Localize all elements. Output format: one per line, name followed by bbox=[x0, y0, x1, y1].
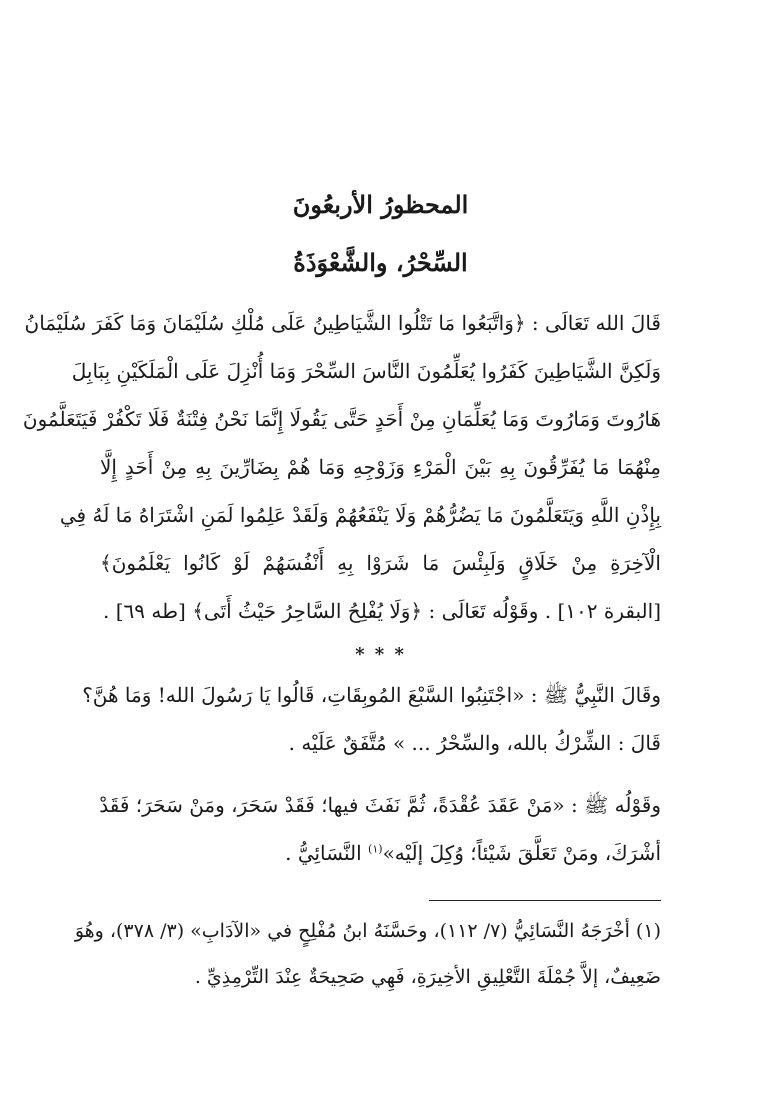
quran-line-7: [البقرة ١٠٢] . وقَوْلُه تَعَالَى : ﴿وَلَا يُفْلِحُ السَّاحِرُ حَيْثُ أَتَى﴾ [طه ٦٩] . bbox=[103, 599, 661, 623]
quran-line-2: وَلَكِنَّ الشَّيَاطِينَ كَفَرُوا يُعَلِّمُونَ النَّاسَ السِّحْرَ وَمَا أُنْزِلَ عَلَى الْمَلَكَيْنِ بِبَابِلَ bbox=[71, 359, 661, 383]
hadith-line-1: وقَالَ النَّبِيُّ ﷺ : «اجْتَنِبُوا السَّبْعَ المُوبِقَاتِ، قَالُوا يَا رَسُولَ الله! وَمَا هُنَّ؟ bbox=[82, 683, 661, 707]
quran-line-5: بِإِذْنِ اللَّهِ وَيَتَعَلَّمُونَ مَا يَضُرُّهُمْ وَلَا يَنْفَعُهُمْ وَلَقَدْ عَلِمُوا لَمَنِ اشْتَرَاهُ مَا لَهُ فِي bbox=[59, 503, 661, 527]
quran-line-6: الْآخِرَةِ مِنْ خَلَاقٍ وَلَبِئْسَ مَا شَرَوْا بِهِ أَنْفُسَهُمْ لَوْ كَانُوا يَعْلَمُونَ﴾ bbox=[100, 551, 661, 575]
chapter-subtitle: السِّحْرُ، والشَّعْوَذَةُ bbox=[293, 248, 468, 277]
chapter-title: المحظورُ الأربعُونَ bbox=[292, 190, 469, 219]
hadith-line-2: قَالَ : الشِّرْكُ بالله، والسِّحْرُ ... » مُتَّفَقٌ عَلَيْه . bbox=[288, 731, 661, 755]
hadith2-line-1: وقَوْلُه ﷺ : «مَنْ عَقَدَ عُقْدَةً، ثُمَّ نَفَثَ فيها؛ فَقَدْ سَحَرَ، ومَنْ سَحَرَ؛ فَقَدْ bbox=[99, 793, 661, 817]
section-separator: * * * bbox=[355, 644, 406, 665]
quran-line-3: هَارُوتَ وَمَارُوتَ وَمَا يُعَلِّمَانِ مِنْ أَحَدٍ حَتَّى يَقُولَا إِنَّمَا نَحْنُ فِتْنَةٌ فَلَا تَكْفُرْ فَيَتَعَلَّمُونَ bbox=[22, 407, 661, 431]
quran-line-1: قَالَ الله تَعَالَى : ﴿وَاتَّبَعُوا مَا تَتْلُوا الشَّيَاطِينُ عَلَى مُلْكِ سُلَيْمَانَ وَمَا كَفَرَ سُلَيْمَانُ bbox=[24, 311, 661, 335]
footnote-line-2: ضَعِيفٌ، إلاَّ جُمْلَةَ التَّعْلِيقِ الأخِيرَةِ، فَهِي صَحِيحَةٌ عِنْدَ التِّرْمِذِيِّ . bbox=[194, 966, 661, 988]
quran-line-4: مِنْهُمَا مَا يُفَرِّقُونَ بِهِ بَيْنَ الْمَرْءِ وَزَوْجِهِ وَمَا هُمْ بِضَارِّينَ بِهِ مِنْ أَحَدٍ إِلَّا bbox=[100, 455, 661, 479]
hadith2-line-2 bbox=[100, 838, 661, 868]
hadith2-text: أشْرَكَ، ومَنْ تَعَلَّقَ شَيْئاً؛ وُكِلَ إلَيْه» bbox=[382, 841, 661, 865]
hadith2-source: النَّسَائِيُّ . bbox=[285, 841, 362, 865]
footnote-line-1: (١) أخْرَجَهُ النَّسَائِيُّ (٧/ ١١٢)، وحَسَّنَهُ ابنُ مُفْلِحٍ في «الآدَابِ» (٣/ ٣٧٨)، وهُوَ bbox=[74, 920, 661, 942]
footnote-divider bbox=[429, 900, 661, 901]
footnote-marker: (١) bbox=[368, 842, 383, 856]
